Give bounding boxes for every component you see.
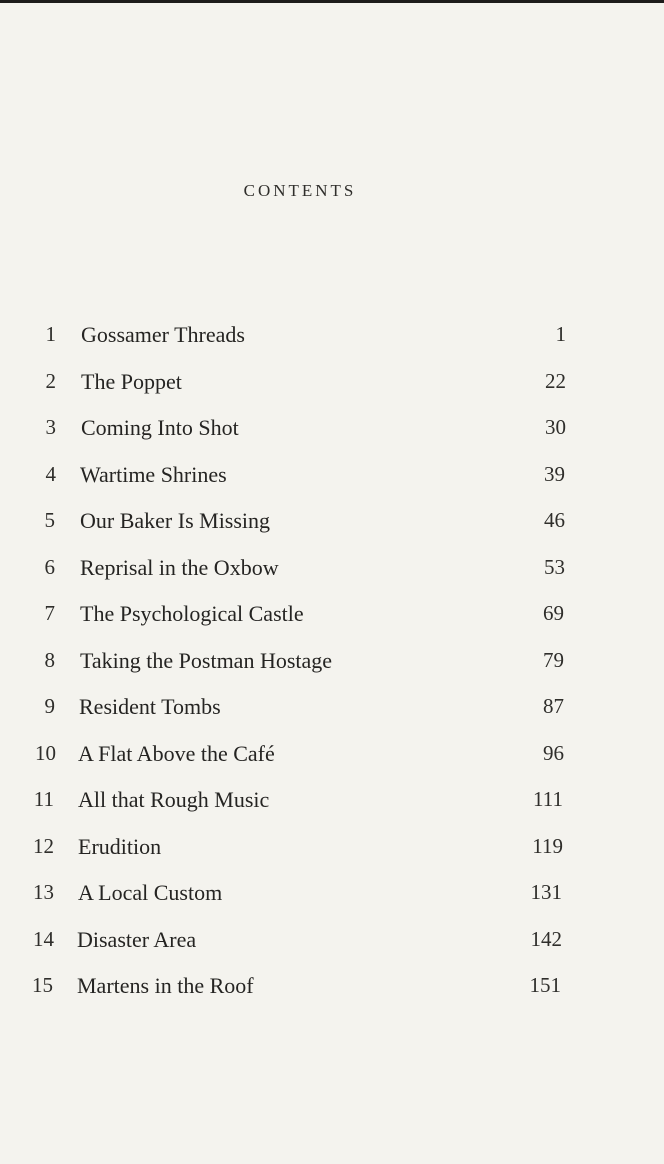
chapter-number: 11 [33, 787, 54, 811]
chapter-title: Coming Into Shot [81, 415, 239, 440]
toc-entry-3 [0, 415, 664, 462]
page-number: 119 [532, 833, 563, 858]
toc-entry-13 [0, 880, 664, 927]
toc-entry-4 [0, 462, 664, 509]
chapter-title: A Flat Above the Café [78, 740, 275, 766]
chapter-title: The Psychological Castle [80, 601, 304, 626]
toc-entry-5 [0, 508, 664, 555]
chapter-title: Erudition [78, 833, 162, 859]
chapter-title: Resident Tombs [79, 694, 221, 719]
chapter-title: All that Rough Music [78, 787, 270, 812]
chapter-title: Wartime Shrines [80, 461, 227, 487]
page-number: 30 [545, 415, 566, 439]
toc-entry-10 [0, 741, 664, 788]
page-number: 69 [543, 601, 564, 625]
toc-list [0, 322, 664, 1020]
chapter-number: 13 [33, 880, 54, 904]
page-number: 39 [544, 461, 565, 486]
chapter-number: 12 [33, 833, 54, 858]
chapter-number: 3 [45, 415, 56, 439]
chapter-number: 4 [45, 461, 56, 486]
toc-entry-11 [0, 787, 664, 834]
chapter-number: 1 [45, 322, 56, 346]
toc-entry-6 [0, 555, 664, 602]
toc-entry-2 [0, 369, 664, 416]
page-number: 131 [530, 880, 562, 904]
page-number: 96 [543, 740, 564, 765]
page-number: 142 [530, 926, 562, 951]
toc-entry-14 [0, 927, 664, 974]
toc-entry-12 [0, 834, 664, 881]
chapter-title: A Local Custom [78, 880, 223, 905]
chapter-title: Our Baker Is Missing [80, 508, 271, 533]
page-number: 53 [544, 554, 565, 579]
chapter-title: Reprisal in the Oxbow [80, 554, 279, 580]
chapter-number: 5 [44, 508, 55, 532]
chapter-number: 8 [44, 647, 55, 672]
chapter-number: 10 [35, 740, 56, 765]
toc-entry-9 [0, 694, 664, 741]
chapter-number: 6 [44, 554, 55, 579]
toc-entry-15 [0, 973, 664, 1020]
chapter-title: Taking the Postman Hostage [80, 647, 333, 673]
page-number: 111 [533, 787, 563, 811]
chapter-title: Martens in the Roof [77, 973, 254, 998]
chapter-number: 7 [44, 601, 55, 625]
chapter-title: The Poppet [81, 368, 182, 394]
toc-entry-1 [0, 322, 664, 369]
page-number: 46 [544, 508, 565, 532]
contents-heading: CONTENTS [243, 181, 357, 200]
toc-entry-8 [0, 648, 664, 695]
page-number: 79 [543, 647, 564, 672]
chapter-number: 14 [33, 926, 54, 951]
chapter-title: Gossamer Threads [81, 322, 245, 347]
page-number: 22 [545, 368, 566, 393]
chapter-title: Disaster Area [77, 926, 197, 952]
chapter-number: 2 [45, 368, 56, 393]
page-number: 1 [555, 322, 566, 346]
chapter-number: 15 [32, 973, 53, 997]
toc-entry-7 [0, 601, 664, 648]
page-number: 151 [529, 973, 561, 997]
top-edge-rule [0, 0, 664, 3]
page-number: 87 [543, 694, 564, 718]
chapter-number: 9 [44, 694, 55, 718]
